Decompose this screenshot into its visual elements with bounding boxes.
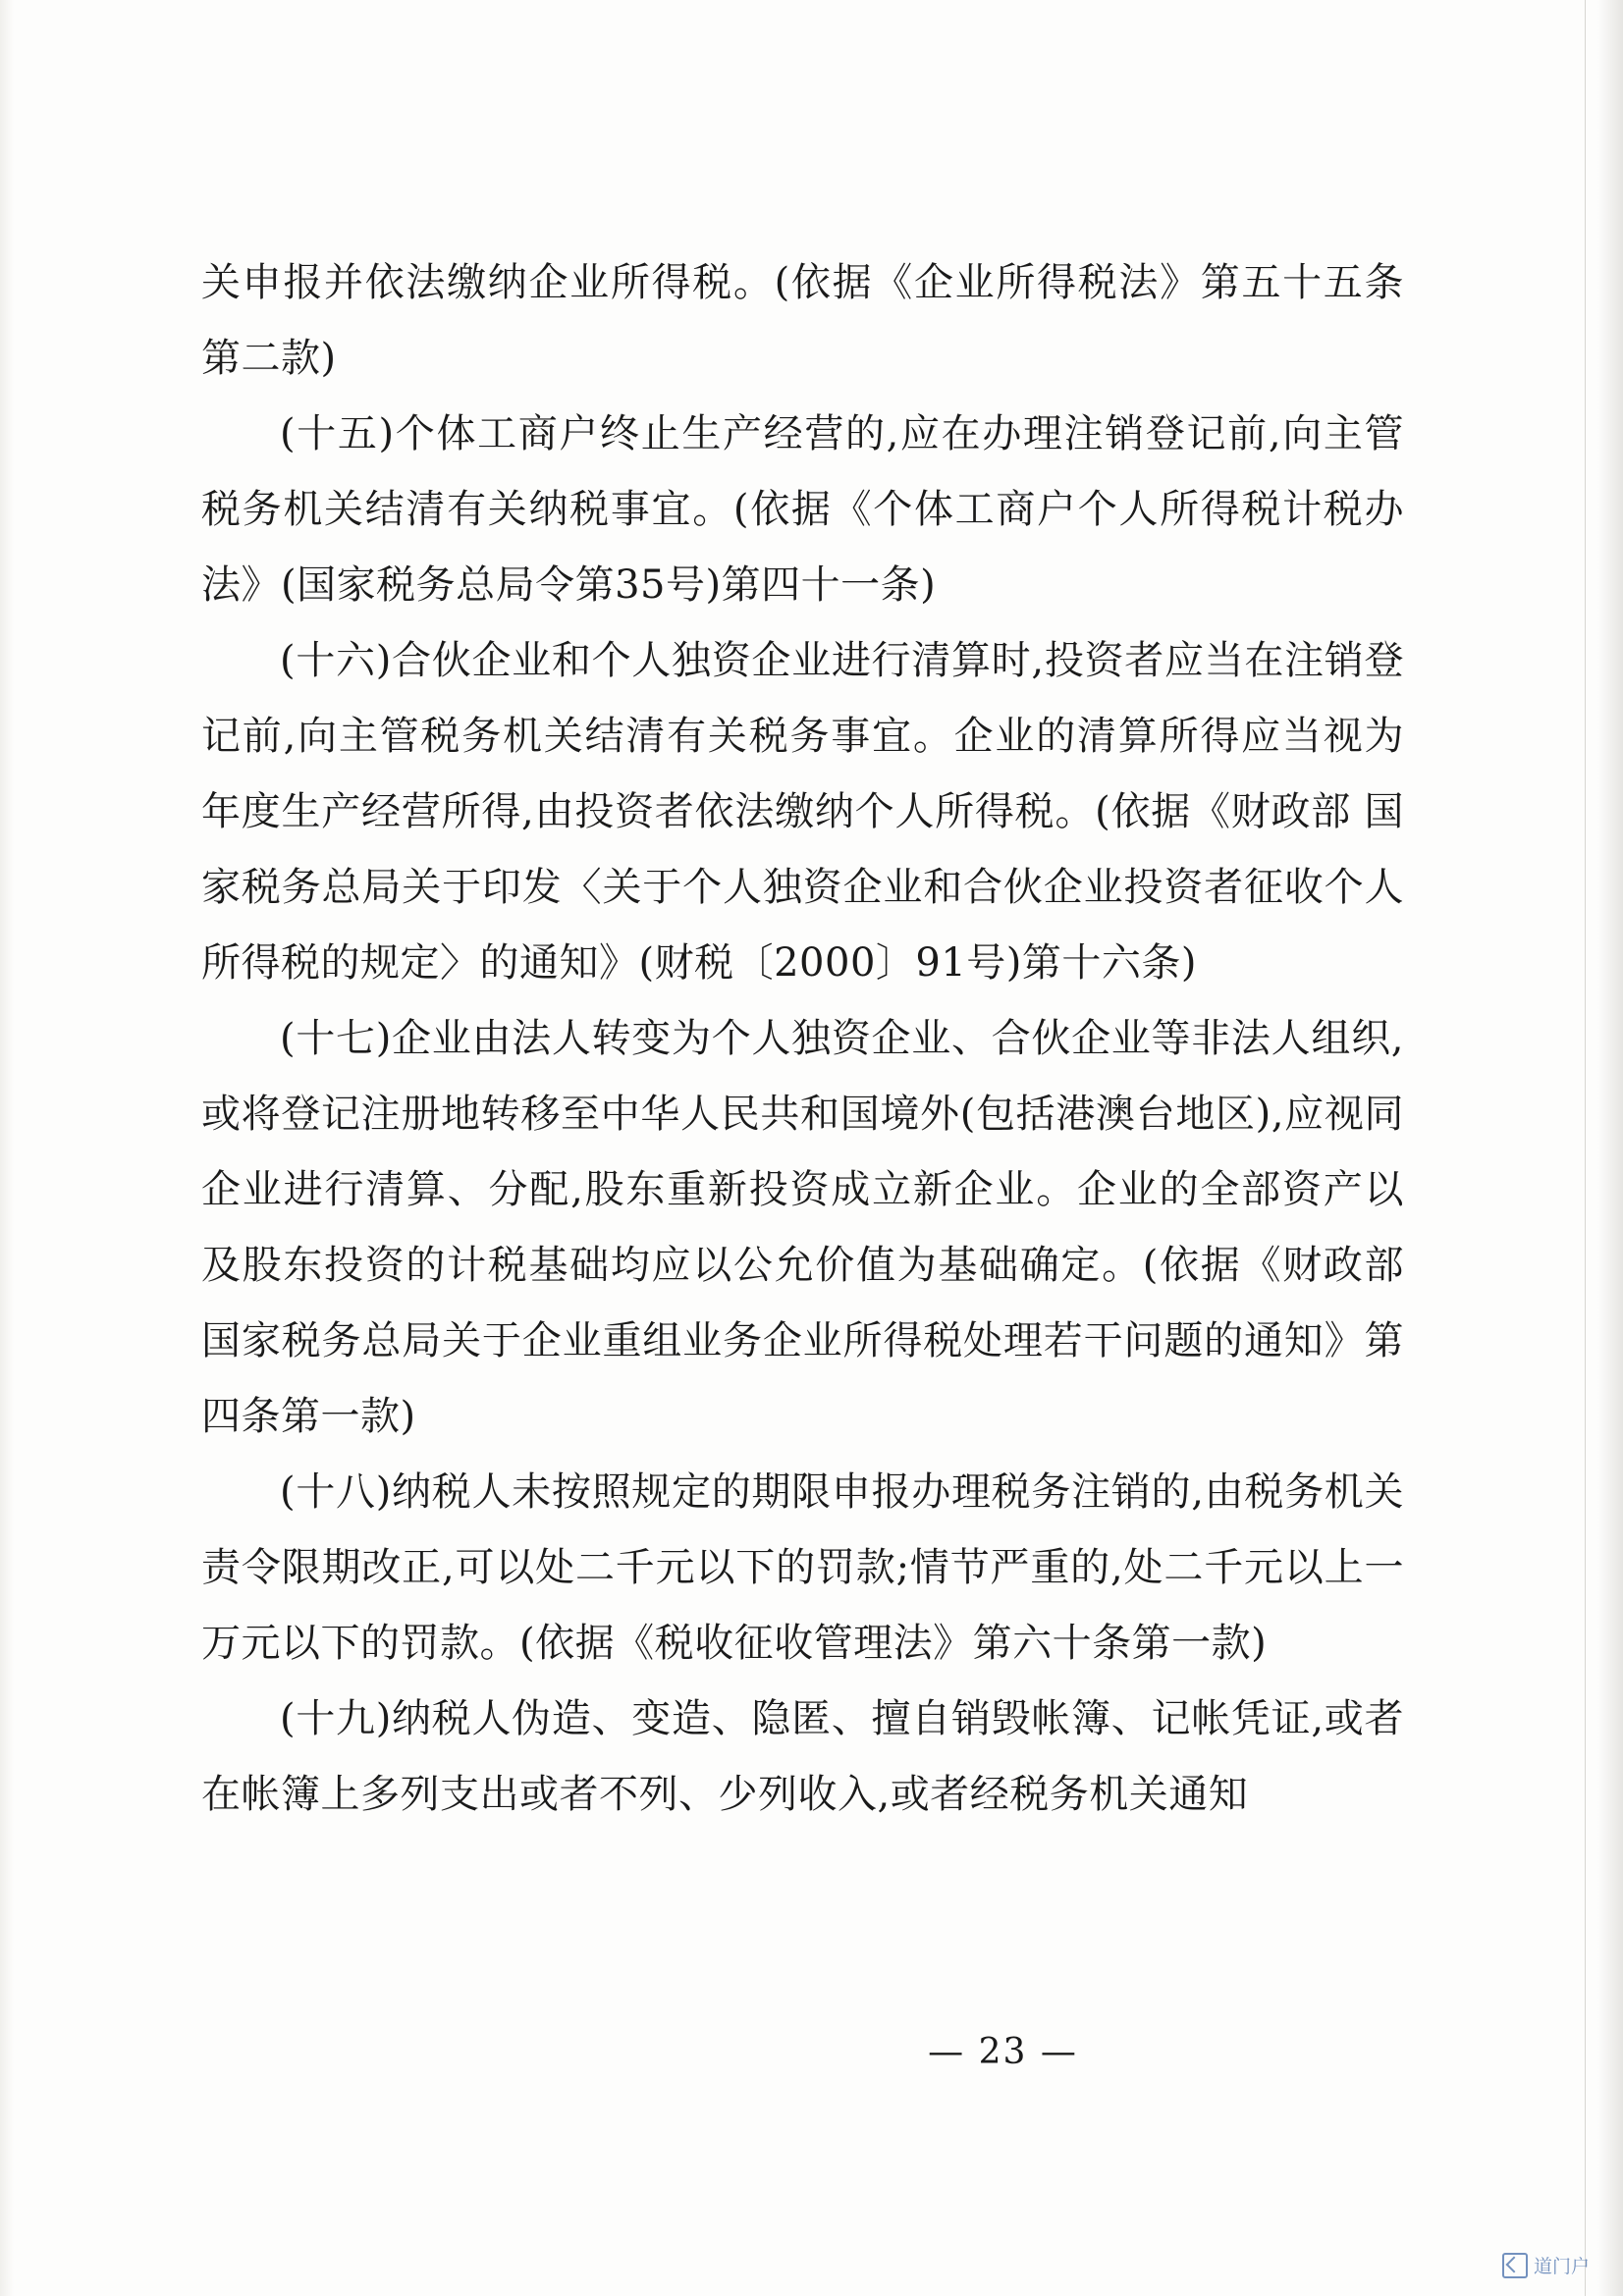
paragraph-item-16: (十六)合伙企业和个人独资企业进行清算时,投资者应当在注销登记前,向主管税务机关结清有关税务事宜。企业的清算所得应当视为年度生产经营所得,由投资者依法缴纳个人所得税。(依据《财政部 国家税务总局关于印发〈关于个人独资企业和合伙企业投资者征收个人所得税的规定〉的通知》(财税〔2000〕91号)第十六条)	[201, 638, 1404, 986]
watermark-label: 道门户	[1533, 2257, 1590, 2277]
scan-edge-right	[1597, 0, 1623, 2296]
page-number	[0, 2032, 1623, 2072]
page-number-label: — 23 —	[928, 2032, 1078, 2072]
watermark	[1502, 2252, 1590, 2278]
paragraph-item-18: (十八)纳税人未按照规定的期限申报办理税务注销的,由税务机关责令限期改正,可以处二千元以下的罚款;情节严重的,处二千元以上一万元以下的罚款。(依据《税收征收管理法》第六十条第一款)	[201, 1469, 1404, 1666]
paragraph-continued: 关申报并依法缴纳企业所得税。(依据《企业所得税法》第五十五条第二款)	[201, 260, 1404, 381]
page-edge-rule	[1585, 0, 1586, 2296]
paragraph-item-19: (十九)纳税人伪造、变造、隐匿、擅自销毁帐簿、记帐凭证,或者在帐簿上多列支出或者不列、少列收入,或者经税务机关通知	[201, 1696, 1404, 1817]
body-text-column	[201, 245, 1404, 1833]
scan-edge-left	[0, 0, 14, 2296]
paragraph-item-17: (十七)企业由法人转变为个人独资企业、合伙企业等非法人组织,或将登记注册地转移至中华人民共和国境外(包括港澳台地区),应视同企业进行清算、分配,股东重新投资成立新企业。企业的全部资产以及股东投资的计税基础均应以公允价值为基础确定。(依据《财政部 国家税务总局关于企业重组业务企业所得税处理若干问题的通知》第四条第一款)	[201, 1016, 1404, 1439]
paragraph-item-15: (十五)个体工商户终止生产经营的,应在办理注销登记前,向主管税务机关结清有关纳税事宜。(依据《个体工商户个人所得税计税办法》(国家税务总局令第35号)第四十一条)	[201, 411, 1404, 608]
watermark-logo-icon	[1502, 2253, 1528, 2278]
